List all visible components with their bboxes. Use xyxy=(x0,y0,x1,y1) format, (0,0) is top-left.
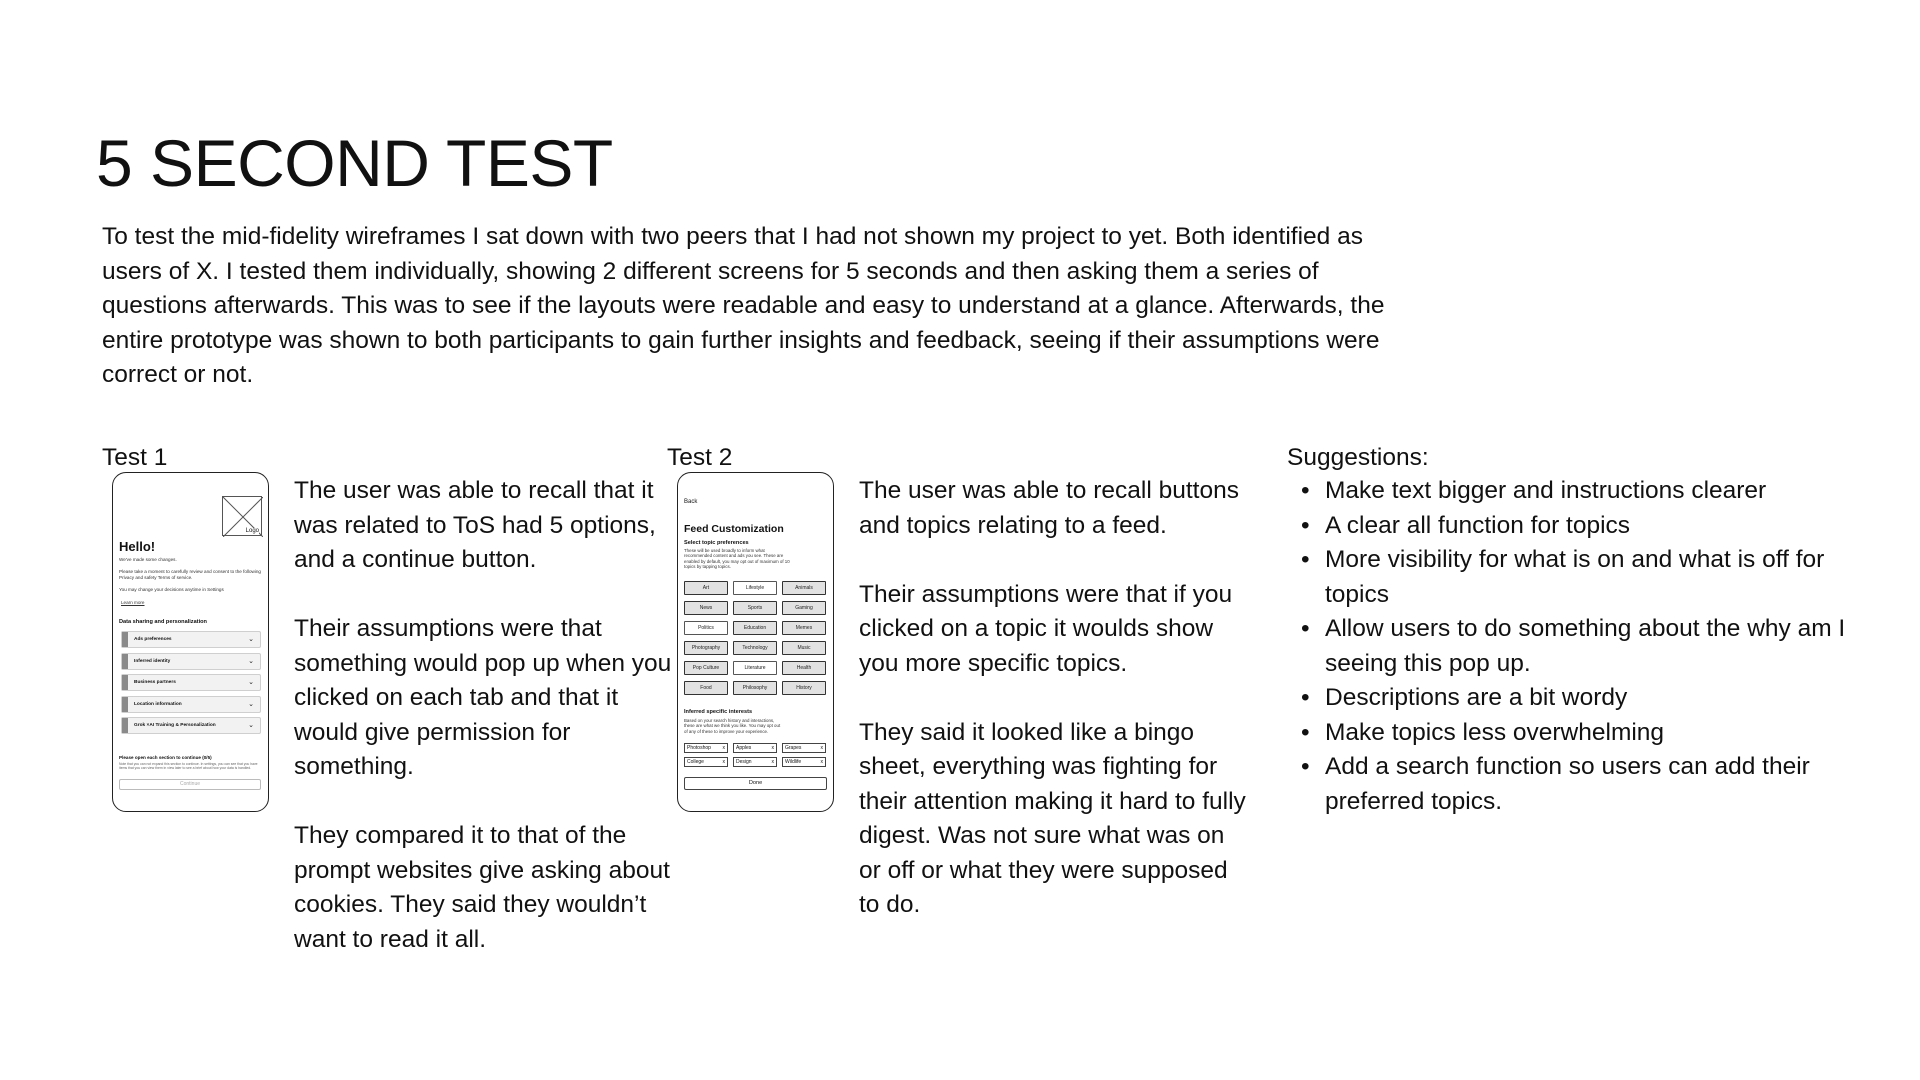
accordion-row[interactable] xyxy=(121,696,261,713)
wireframe-line3: You may change your decisions anytime in Settings xyxy=(119,587,224,592)
test1-paragraph: The user was able to recall that it was related to ToS had 5 options, and a continue button. xyxy=(294,477,656,573)
wireframe-subtitle: Select topic preferences xyxy=(684,540,749,546)
done-button[interactable]: Done xyxy=(684,777,827,790)
test1-label: Test 1 xyxy=(102,444,168,471)
test2-wireframe xyxy=(677,472,834,812)
wireframe-line1: We've made some changes. xyxy=(119,557,177,562)
page-title: 5 SECOND TEST xyxy=(96,126,613,200)
interest-tags xyxy=(684,743,827,767)
accordion-row[interactable] xyxy=(121,653,261,670)
accordion-row-label: Location information xyxy=(134,701,182,707)
suggestion-item: • Add a search function so users can add their preferred topics. xyxy=(1287,750,1857,819)
suggestions-label: Suggestions: xyxy=(1287,444,1429,471)
remove-icon[interactable]: x xyxy=(820,759,823,765)
interest-tag-label: Grapes xyxy=(785,745,802,751)
logo-label: Logo xyxy=(245,528,259,534)
topic-chip[interactable]: Art xyxy=(684,581,728,595)
wireframe-line2: Please take a moment to carefully review and consent to the following Privacy and safety Terms of service. xyxy=(119,569,261,580)
interest-tag-label: Apples xyxy=(736,745,752,751)
back-link[interactable]: Back xyxy=(684,499,698,505)
chevron-down-icon: ⌄ xyxy=(248,636,254,643)
accordion-row[interactable] xyxy=(121,717,261,734)
remove-icon[interactable]: x xyxy=(771,759,774,765)
suggestions-list xyxy=(1287,474,1857,819)
test2-paragraph: Their assumptions were that if you clicked on a topic it woulds show you more specific topics. xyxy=(859,580,1233,677)
topic-chip[interactable]: Memes xyxy=(782,621,826,635)
inferred-interests-title: Inferred specific interests xyxy=(684,709,753,715)
interest-tag-label: College xyxy=(687,759,704,765)
accordion-row[interactable] xyxy=(121,674,261,691)
topic-chip[interactable]: Lifestyle xyxy=(733,581,777,595)
topic-chip[interactable]: Politics xyxy=(684,621,728,635)
topic-chip[interactable]: Gaming xyxy=(782,601,826,615)
interest-tag[interactable] xyxy=(733,743,777,753)
remove-icon[interactable]: x xyxy=(722,745,725,751)
topic-chip[interactable]: Food xyxy=(684,681,728,695)
interest-tag[interactable] xyxy=(684,757,728,767)
wireframe-accordion xyxy=(121,631,261,739)
suggestion-item: • More visibility for what is on and what is off for topics xyxy=(1287,543,1857,612)
topic-grid xyxy=(684,581,827,695)
topic-chip[interactable]: Music xyxy=(782,641,826,655)
topic-chip[interactable]: Photography xyxy=(684,641,728,655)
suggestion-item: • A clear all function for topics xyxy=(1287,509,1857,544)
accordion-row-label: Grok ×AI Training & Personalization xyxy=(134,723,216,728)
suggestion-item: • Descriptions are a bit wordy xyxy=(1287,681,1857,716)
inferred-interests-description: Based on your search history and interactions, these are what we think you like. You may opt out of any of these to improve your experience. xyxy=(684,718,781,734)
remove-icon[interactable]: x xyxy=(771,745,774,751)
test1-wireframe xyxy=(112,472,269,812)
intro-paragraph: To test the mid-fidelity wireframes I sat down with two peers that I had not shown my project to yet. Both identified as users of X. I tested them individually, showing 2 different screens for 5 seconds and then asking them a series of questions afterwards. This was to see if the layouts were readable and easy to understand at a glance. Afterwards, the entire prototype was shown to both participants to gain further insights and feedback, seeing if their assumptions were correct or not. xyxy=(102,223,1385,388)
test1-paragraph: They compared it to that of the prompt websites give asking about cookies. They said they wouldn’t want to read it all. xyxy=(294,822,670,953)
topic-chip[interactable]: Health xyxy=(782,661,826,675)
interest-tag-label: Photoshop xyxy=(687,745,711,751)
test2-label: Test 2 xyxy=(667,444,733,471)
chevron-down-icon: ⌄ xyxy=(248,722,254,729)
test1-paragraph: Their assumptions were that something would pop up when you clicked on each tab and that it would give permission for something. xyxy=(294,615,672,780)
topic-chip[interactable]: Philosophy xyxy=(733,681,777,695)
topic-chip[interactable]: Pop Culture xyxy=(684,661,728,675)
suggestion-item: • Allow users to do something about the why am I seeing this pop up. xyxy=(1287,612,1857,681)
topic-chip[interactable]: Education xyxy=(733,621,777,635)
remove-icon[interactable]: x xyxy=(722,759,725,765)
topic-chip[interactable]: Literature xyxy=(733,661,777,675)
interest-tag-label: Design xyxy=(736,759,752,765)
wireframe-hello: Hello! xyxy=(119,539,156,554)
suggestion-item: • Make topics less overwhelming xyxy=(1287,716,1857,751)
interest-tag[interactable] xyxy=(782,743,826,753)
wireframe-title: Feed Customization xyxy=(684,523,784,535)
topic-chip[interactable]: Technology xyxy=(733,641,777,655)
chevron-down-icon: ⌄ xyxy=(248,679,254,686)
accordion-row[interactable] xyxy=(121,631,261,648)
test2-paragraph: They said it looked like a bingo sheet, everything was fighting for their attention making it hard to fully digest. Was not sure what was on or off or what they were supposed to do. xyxy=(859,718,1246,918)
interest-tag-label: Wildlife xyxy=(785,759,802,765)
topic-chip[interactable]: Sports xyxy=(733,601,777,615)
wireframe-section-title: Data sharing and personalization xyxy=(119,619,207,625)
topic-chip[interactable]: History xyxy=(782,681,826,695)
chevron-down-icon: ⌄ xyxy=(248,657,254,665)
topic-chip[interactable]: Animals xyxy=(782,581,826,595)
interest-tag[interactable] xyxy=(684,743,728,753)
interest-tag[interactable] xyxy=(733,757,777,767)
continue-button[interactable]: Continue xyxy=(119,779,261,790)
remove-icon[interactable]: x xyxy=(820,745,823,751)
topic-chip[interactable]: News xyxy=(684,601,728,615)
test2-paragraph: The user was able to recall buttons and topics relating to a feed. xyxy=(859,477,1239,539)
chevron-down-icon: ⌄ xyxy=(248,700,254,708)
wireframe-fine-print: Note that you can not expand this section to continue. In settings, you can see that you have items that you can view them in view later to see a brief about how your data is handled. xyxy=(119,762,258,771)
accordion-row-label: Ads preferences xyxy=(134,637,172,642)
accordion-row-label: Inferred identity xyxy=(134,658,171,664)
suggestion-item: • Make text bigger and instructions clearer xyxy=(1287,474,1857,509)
wireframe-description: These will be used broadly to inform what recommended content and ads you see. These are enabled by default, you may opt out of maximum of 10 topics by tapping topics. xyxy=(684,548,790,569)
learn-more-link[interactable]: Learn more xyxy=(121,600,145,605)
test2-notes xyxy=(859,474,1249,957)
test1-notes xyxy=(294,474,674,992)
wireframe-consent-note: Please open each section to continue (0/5) xyxy=(119,755,212,760)
interest-tag[interactable] xyxy=(782,757,826,767)
accordion-row-label: Business partners xyxy=(134,680,176,685)
logo-placeholder-icon xyxy=(222,496,262,536)
